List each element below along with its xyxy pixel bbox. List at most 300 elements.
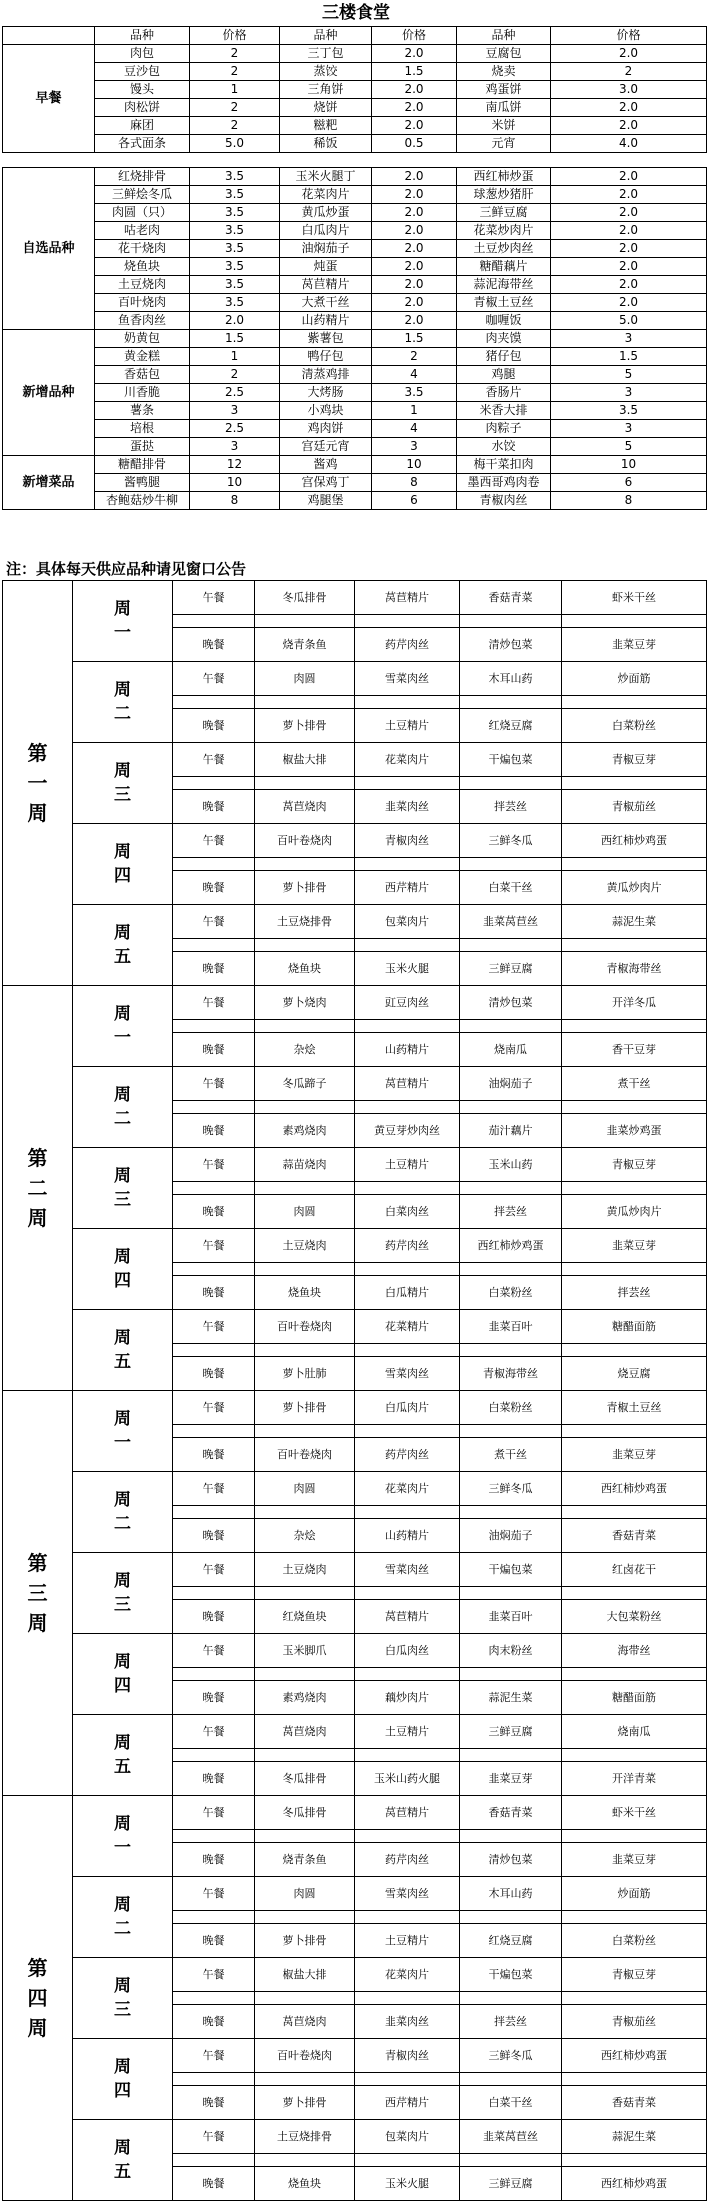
dish-cell: 三鲜豆腐 xyxy=(460,952,562,986)
dish-cell: 烧南瓜 xyxy=(562,1715,707,1749)
spacer-cell xyxy=(173,1101,255,1114)
dish-cell: 萝卜排骨 xyxy=(255,709,355,743)
dish-cell: 萝卜排骨 xyxy=(255,2086,355,2120)
dish-cell: 萝卜排骨 xyxy=(255,1924,355,1958)
spacer-cell xyxy=(355,1101,460,1114)
item-price: 2.0 xyxy=(551,204,707,222)
dish-cell: 茄汁藕片 xyxy=(460,1114,562,1148)
spacer-cell xyxy=(562,1506,707,1519)
dish-cell: 白瓜肉丝 xyxy=(355,1634,460,1668)
item-price: 2.0 xyxy=(372,294,457,312)
meal-label: 午餐 xyxy=(173,986,255,1020)
spacer-cell xyxy=(255,2073,355,2086)
item-name: 土豆烧肉 xyxy=(95,276,190,294)
dish-cell: 土豆烧肉 xyxy=(255,1553,355,1587)
day-label: 周五 xyxy=(73,2120,173,2201)
dish-cell: 白菜干丝 xyxy=(460,2086,562,2120)
dish-cell: 开洋青菜 xyxy=(562,1762,707,1796)
dish-cell: 烧鱼块 xyxy=(255,952,355,986)
day-label: 周五 xyxy=(73,1715,173,1796)
dish-cell: 白瓜肉片 xyxy=(355,1391,460,1425)
item-name: 花菜炒肉片 xyxy=(457,222,551,240)
dish-cell: 莴苣精片 xyxy=(355,1600,460,1634)
price-row xyxy=(3,222,707,240)
dish-cell: 韭菜豆芽 xyxy=(562,1438,707,1472)
dish-cell: 青椒海带丝 xyxy=(562,952,707,986)
item-name: 花菜肉片 xyxy=(280,186,372,204)
item-name: 鸭仔包 xyxy=(280,348,372,366)
lunch-row xyxy=(3,743,707,777)
item-name: 黄金糕 xyxy=(95,348,190,366)
spacer-cell xyxy=(173,1749,255,1762)
spacer-cell xyxy=(255,615,355,628)
dish-cell: 红卤花干 xyxy=(562,1553,707,1587)
lunch-row xyxy=(3,824,707,858)
item-name: 墨西哥鸡肉卷 xyxy=(457,474,551,492)
spacer-cell xyxy=(562,1020,707,1033)
dish-cell: 包菜肉片 xyxy=(355,2120,460,2154)
dish-cell: 白菜干丝 xyxy=(460,871,562,905)
item-price: 2.0 xyxy=(551,117,707,135)
dish-cell: 韭菜豆芽 xyxy=(562,628,707,662)
dish-cell: 萝卜烧肉 xyxy=(255,986,355,1020)
meal-label: 晚餐 xyxy=(173,1114,255,1148)
dish-cell: 莴苣烧肉 xyxy=(255,1715,355,1749)
item-price: 10 xyxy=(551,456,707,474)
item-price: 2.0 xyxy=(190,312,280,330)
dish-cell: 山药精片 xyxy=(355,1033,460,1067)
item-name: 咕老肉 xyxy=(95,222,190,240)
week-label: 第一周 xyxy=(3,581,73,986)
meal-label: 晚餐 xyxy=(173,1681,255,1715)
dish-cell: 烧青条鱼 xyxy=(255,1843,355,1877)
item-price: 2.0 xyxy=(551,294,707,312)
dish-cell: 烧鱼块 xyxy=(255,2167,355,2201)
dish-cell: 莴苣精片 xyxy=(355,1067,460,1101)
spacer-cell xyxy=(173,1587,255,1600)
dish-cell: 莴苣精片 xyxy=(355,1796,460,1830)
item-price: 3.5 xyxy=(190,240,280,258)
item-name: 炖蛋 xyxy=(280,258,372,276)
price-table xyxy=(2,26,707,510)
item-price: 2.0 xyxy=(372,117,457,135)
item-price: 1.5 xyxy=(372,330,457,348)
dish-cell: 白菜粉丝 xyxy=(460,1276,562,1310)
meal-label: 晚餐 xyxy=(173,1924,255,1958)
item-name: 小鸡块 xyxy=(280,402,372,420)
meal-label: 晚餐 xyxy=(173,871,255,905)
spacer-cell xyxy=(460,2154,562,2167)
dish-cell: 玉米火腿 xyxy=(355,2167,460,2201)
dish-cell: 玉米火腿 xyxy=(355,952,460,986)
dish-cell: 烧鱼块 xyxy=(255,1276,355,1310)
spacer-cell xyxy=(355,2154,460,2167)
item-price: 6 xyxy=(551,474,707,492)
dish-cell: 土豆精片 xyxy=(355,1715,460,1749)
day-label: 周二 xyxy=(73,1877,173,1958)
dish-cell: 青椒土豆丝 xyxy=(562,1391,707,1425)
price-row xyxy=(3,204,707,222)
dish-cell: 三鲜豆腐 xyxy=(460,2167,562,2201)
price-row xyxy=(3,168,707,186)
item-name: 肉松饼 xyxy=(95,99,190,117)
spacer-cell xyxy=(355,1263,460,1276)
dish-cell: 香菇青菜 xyxy=(562,1519,707,1553)
meal-label: 晚餐 xyxy=(173,2167,255,2201)
dish-cell: 花菜精片 xyxy=(355,1310,460,1344)
item-name: 青椒土豆丝 xyxy=(457,294,551,312)
day-label: 周四 xyxy=(73,1229,173,1310)
item-name: 川香脆 xyxy=(95,384,190,402)
spacer-cell xyxy=(460,1020,562,1033)
meal-label: 晚餐 xyxy=(173,2086,255,2120)
item-price: 2 xyxy=(551,63,707,81)
item-name: 糖醋排骨 xyxy=(95,456,190,474)
dish-cell: 拌芸丝 xyxy=(460,2005,562,2039)
meal-label: 晚餐 xyxy=(173,1843,255,1877)
meal-label: 晚餐 xyxy=(173,1033,255,1067)
spacer-cell xyxy=(460,1182,562,1195)
header-item: 品种 xyxy=(95,27,190,45)
dish-cell: 三鲜冬瓜 xyxy=(460,1472,562,1506)
item-name: 薯条 xyxy=(95,402,190,420)
dish-cell: 韭菜百叶 xyxy=(460,1600,562,1634)
dish-cell: 西红柿炒鸡蛋 xyxy=(562,2039,707,2073)
spacer-cell xyxy=(173,858,255,871)
spacer-cell xyxy=(562,2154,707,2167)
spacer-cell xyxy=(460,1749,562,1762)
meal-label: 午餐 xyxy=(173,1715,255,1749)
spacer-cell xyxy=(355,2073,460,2086)
dish-cell: 三鲜冬瓜 xyxy=(460,2039,562,2073)
dish-cell: 蒜泥生菜 xyxy=(460,1681,562,1715)
spacer-cell xyxy=(562,1992,707,2005)
spacer-cell xyxy=(460,2073,562,2086)
spacer-cell xyxy=(355,1587,460,1600)
item-name: 蒜泥海带丝 xyxy=(457,276,551,294)
dish-cell: 药芹肉丝 xyxy=(355,1438,460,1472)
item-name: 红烧排骨 xyxy=(95,168,190,186)
price-row xyxy=(3,474,707,492)
item-name: 球葱炒猪肝 xyxy=(457,186,551,204)
spacer-cell xyxy=(173,1911,255,1924)
dish-cell: 雪菜肉丝 xyxy=(355,1553,460,1587)
item-name: 三角饼 xyxy=(280,81,372,99)
price-row xyxy=(3,492,707,510)
dish-cell: 杂烩 xyxy=(255,1033,355,1067)
item-name: 猪仔包 xyxy=(457,348,551,366)
item-price: 1.5 xyxy=(551,348,707,366)
item-price: 3 xyxy=(551,384,707,402)
spacer-cell xyxy=(460,939,562,952)
item-price: 2.0 xyxy=(551,240,707,258)
lunch-row xyxy=(3,1877,707,1911)
week-label: 第三周 xyxy=(3,1391,73,1796)
dish-cell: 花菜肉片 xyxy=(355,1472,460,1506)
spacer-cell xyxy=(355,1992,460,2005)
spacer-cell xyxy=(562,858,707,871)
spacer-cell xyxy=(355,777,460,790)
price-row xyxy=(3,420,707,438)
item-price: 2.0 xyxy=(372,258,457,276)
meal-label: 午餐 xyxy=(173,1796,255,1830)
spacer-cell xyxy=(562,1911,707,1924)
lunch-row xyxy=(3,1067,707,1101)
dish-cell: 百叶卷烧肉 xyxy=(255,824,355,858)
item-price: 3 xyxy=(551,420,707,438)
item-price: 1.5 xyxy=(372,63,457,81)
spacer-cell xyxy=(173,1992,255,2005)
day-label: 周四 xyxy=(73,824,173,905)
lunch-row xyxy=(3,1796,707,1830)
dish-cell: 虾米干丝 xyxy=(562,1796,707,1830)
dish-cell: 土豆烧排骨 xyxy=(255,905,355,939)
dish-cell: 冬瓜排骨 xyxy=(255,1762,355,1796)
dish-cell: 西芹精片 xyxy=(355,871,460,905)
dish-cell: 香菇青菜 xyxy=(460,581,562,615)
dish-cell: 素鸡烧肉 xyxy=(255,1681,355,1715)
dish-cell: 拌芸丝 xyxy=(562,1276,707,1310)
day-label: 周一 xyxy=(73,581,173,662)
item-name: 梅干菜扣肉 xyxy=(457,456,551,474)
meal-label: 午餐 xyxy=(173,1472,255,1506)
item-price: 2 xyxy=(190,63,280,81)
item-price: 3.5 xyxy=(551,402,707,420)
lunch-row xyxy=(3,1472,707,1506)
day-label: 周三 xyxy=(73,1958,173,2039)
day-label: 周一 xyxy=(73,986,173,1067)
item-name: 百叶烧肉 xyxy=(95,294,190,312)
item-price: 3.5 xyxy=(190,186,280,204)
dish-cell: 雪菜肉丝 xyxy=(355,1877,460,1911)
meal-label: 晚餐 xyxy=(173,628,255,662)
day-label: 周一 xyxy=(73,1391,173,1472)
item-name: 宫廷元宵 xyxy=(280,438,372,456)
dish-cell: 冬瓜蹄子 xyxy=(255,1067,355,1101)
dish-cell: 青椒肉丝 xyxy=(355,2039,460,2073)
item-price: 1 xyxy=(190,81,280,99)
meal-label: 晚餐 xyxy=(173,1519,255,1553)
spacer-cell xyxy=(562,1344,707,1357)
item-price: 4.0 xyxy=(551,135,707,153)
dish-cell: 白菜粉丝 xyxy=(562,1924,707,1958)
gap-cell xyxy=(3,153,707,168)
notice-text: 注：具体每天供应品种请见窗口公告 xyxy=(6,560,247,578)
dish-cell: 白菜肉丝 xyxy=(355,1195,460,1229)
item-name: 奶黄包 xyxy=(95,330,190,348)
spacer-cell xyxy=(355,1668,460,1681)
spacer-cell xyxy=(255,1101,355,1114)
dish-cell: 蒜泥生菜 xyxy=(562,905,707,939)
item-price: 1.5 xyxy=(190,330,280,348)
dish-cell: 雪菜肉丝 xyxy=(355,1357,460,1391)
dish-cell: 黄瓜炒肉片 xyxy=(562,1195,707,1229)
lunch-row xyxy=(3,986,707,1020)
item-name: 糍粑 xyxy=(280,117,372,135)
spacer-cell xyxy=(460,1425,562,1438)
dish-cell: 青椒茄丝 xyxy=(562,790,707,824)
spacer-cell xyxy=(355,1182,460,1195)
spacer-cell xyxy=(173,1020,255,1033)
dish-cell: 百叶卷烧肉 xyxy=(255,1438,355,1472)
lunch-row xyxy=(3,581,707,615)
dish-cell: 药芹肉丝 xyxy=(355,628,460,662)
section-label: 新增菜品 xyxy=(3,456,95,510)
dish-cell: 糖醋面筋 xyxy=(562,1310,707,1344)
item-name: 蛋挞 xyxy=(95,438,190,456)
item-price: 2.5 xyxy=(190,420,280,438)
dish-cell: 烧青条鱼 xyxy=(255,628,355,662)
price-row xyxy=(3,384,707,402)
spacer-cell xyxy=(460,1263,562,1276)
spacer-cell xyxy=(355,615,460,628)
spacer-cell xyxy=(173,615,255,628)
dish-cell: 油焖茄子 xyxy=(460,1067,562,1101)
item-name: 莴苣精片 xyxy=(280,276,372,294)
meal-label: 午餐 xyxy=(173,743,255,777)
spacer-cell xyxy=(460,696,562,709)
lunch-row xyxy=(3,1958,707,1992)
dish-cell: 肉圆 xyxy=(255,662,355,696)
spacer-cell xyxy=(460,1101,562,1114)
spacer-cell xyxy=(355,1020,460,1033)
dish-cell: 土豆精片 xyxy=(355,1148,460,1182)
spacer-cell xyxy=(173,1263,255,1276)
spacer-cell xyxy=(355,939,460,952)
dish-cell: 西红柿炒鸡蛋 xyxy=(562,2167,707,2201)
day-label: 周三 xyxy=(73,1148,173,1229)
section-label: 新增品种 xyxy=(3,330,95,456)
spacer-cell xyxy=(255,1668,355,1681)
dish-cell: 炒面筋 xyxy=(562,662,707,696)
spacer-cell xyxy=(255,696,355,709)
price-row xyxy=(3,63,707,81)
dish-cell: 西芹精片 xyxy=(355,2086,460,2120)
item-price: 1 xyxy=(190,348,280,366)
item-price: 2.0 xyxy=(372,222,457,240)
item-name: 香菇包 xyxy=(95,366,190,384)
item-name: 糖醋藕片 xyxy=(457,258,551,276)
item-name: 白瓜肉片 xyxy=(280,222,372,240)
dish-cell: 西红柿炒鸡蛋 xyxy=(562,1472,707,1506)
item-price: 5.0 xyxy=(551,312,707,330)
item-price: 4 xyxy=(372,420,457,438)
item-name: 肉粽子 xyxy=(457,420,551,438)
spacer-cell xyxy=(460,858,562,871)
dish-cell: 韭菜肉丝 xyxy=(355,790,460,824)
item-name: 鸡腿 xyxy=(457,366,551,384)
dish-cell: 韭菜豆芽 xyxy=(562,1843,707,1877)
meal-label: 晚餐 xyxy=(173,790,255,824)
dish-cell: 玉米山药 xyxy=(460,1148,562,1182)
spacer-cell xyxy=(562,1425,707,1438)
spacer-cell xyxy=(460,1587,562,1600)
week-label: 第二周 xyxy=(3,986,73,1391)
dish-cell: 冬瓜排骨 xyxy=(255,1796,355,1830)
item-price: 3.5 xyxy=(190,258,280,276)
item-price: 0.5 xyxy=(372,135,457,153)
meal-label: 晚餐 xyxy=(173,2005,255,2039)
lunch-row xyxy=(3,1229,707,1263)
item-name: 咖喱饭 xyxy=(457,312,551,330)
meal-label: 午餐 xyxy=(173,1148,255,1182)
dish-cell: 红烧豆腐 xyxy=(460,1924,562,1958)
spacer-cell xyxy=(355,1911,460,1924)
item-name: 三丁包 xyxy=(280,45,372,63)
spacer-cell xyxy=(255,1425,355,1438)
item-price: 2.0 xyxy=(372,99,457,117)
item-price: 2.0 xyxy=(372,276,457,294)
price-row xyxy=(3,276,707,294)
item-price: 2.0 xyxy=(372,81,457,99)
day-label: 周三 xyxy=(73,743,173,824)
spacer-cell xyxy=(255,939,355,952)
dish-cell: 黄豆芽炒肉丝 xyxy=(355,1114,460,1148)
lunch-row xyxy=(3,1148,707,1182)
lunch-row xyxy=(3,2120,707,2154)
dish-cell: 青椒肉丝 xyxy=(355,824,460,858)
meal-label: 午餐 xyxy=(173,1229,255,1263)
section-label: 自选品种 xyxy=(3,168,95,330)
item-price: 2 xyxy=(190,45,280,63)
dish-cell: 西红柿炒鸡蛋 xyxy=(562,824,707,858)
dish-cell: 青椒豆芽 xyxy=(562,1958,707,1992)
dish-cell: 肉圆 xyxy=(255,1472,355,1506)
dish-cell: 韭菜莴苣丝 xyxy=(460,2120,562,2154)
dish-cell: 土豆烧肉 xyxy=(255,1229,355,1263)
item-price: 2 xyxy=(190,117,280,135)
dish-cell: 青椒茄丝 xyxy=(562,2005,707,2039)
price-row xyxy=(3,186,707,204)
dish-cell: 土豆精片 xyxy=(355,1924,460,1958)
section-label: 早餐 xyxy=(3,45,95,153)
dish-cell: 干煸包菜 xyxy=(460,743,562,777)
item-price: 3 xyxy=(372,438,457,456)
item-name: 油焖茄子 xyxy=(280,240,372,258)
page-title: 三楼食堂 xyxy=(322,3,390,23)
meal-label: 午餐 xyxy=(173,1310,255,1344)
item-name: 米饼 xyxy=(457,117,551,135)
item-name: 培根 xyxy=(95,420,190,438)
meal-label: 晚餐 xyxy=(173,1762,255,1796)
dish-cell: 拌芸丝 xyxy=(460,1195,562,1229)
item-price: 5 xyxy=(551,438,707,456)
dish-cell: 海带丝 xyxy=(562,1634,707,1668)
spacer-cell xyxy=(173,1830,255,1843)
dish-cell: 香菇青菜 xyxy=(562,2086,707,2120)
spacer-cell xyxy=(255,1830,355,1843)
dish-cell: 拌芸丝 xyxy=(460,790,562,824)
item-price: 8 xyxy=(372,474,457,492)
meal-label: 午餐 xyxy=(173,1067,255,1101)
meal-label: 午餐 xyxy=(173,1634,255,1668)
dish-cell: 椒盐大排 xyxy=(255,1958,355,1992)
item-name: 三鲜豆腐 xyxy=(457,204,551,222)
spacer-cell xyxy=(255,2154,355,2167)
item-price: 3 xyxy=(190,438,280,456)
item-name: 清蒸鸡排 xyxy=(280,366,372,384)
item-price: 2.0 xyxy=(372,240,457,258)
dish-cell: 白瓜精片 xyxy=(355,1276,460,1310)
item-name: 鱼香肉丝 xyxy=(95,312,190,330)
item-price: 6 xyxy=(372,492,457,510)
spacer-cell xyxy=(255,1506,355,1519)
dish-cell: 药芹肉丝 xyxy=(355,1229,460,1263)
spacer-cell xyxy=(355,1425,460,1438)
price-row xyxy=(3,312,707,330)
dish-cell: 冬瓜排骨 xyxy=(255,581,355,615)
header-price: 价格 xyxy=(551,27,707,45)
